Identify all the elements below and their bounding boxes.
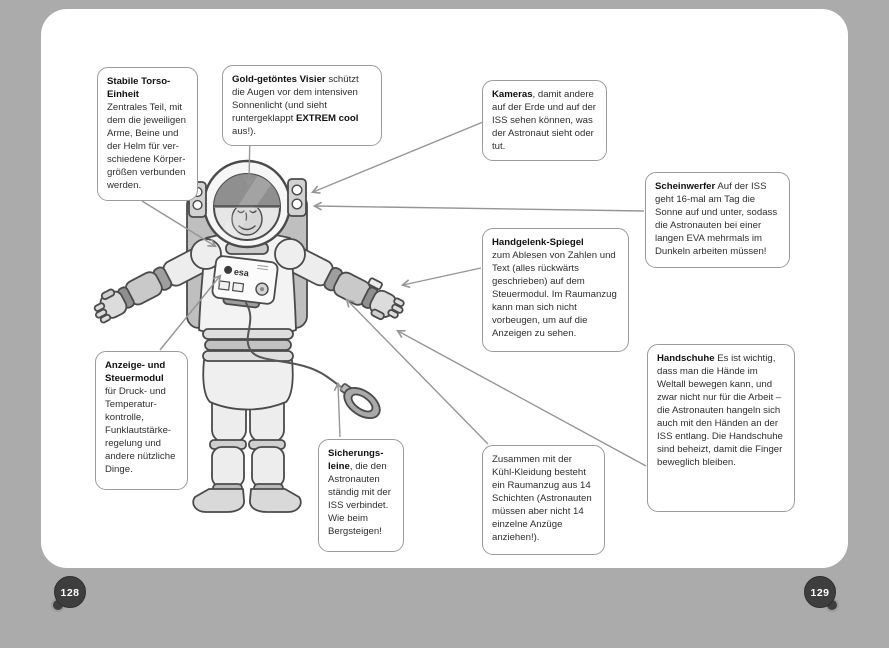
callout-emphasis: EXTREM cool bbox=[296, 113, 359, 124]
callout-body: Zentrales Teil, mit dem die jeweiligen Arme, Beine und der Helm für verschiedene Körpergrößen verbunden werden. bbox=[107, 102, 186, 191]
callout-body: aus!). bbox=[232, 126, 256, 137]
callout-body: , die den Astronauten ständig mit der ISS verbindet. Wie beim Bergsteigen! bbox=[328, 461, 391, 537]
callout-gold-getoentes-visier bbox=[222, 65, 382, 146]
callout-kuehl-kleidung bbox=[482, 445, 605, 555]
callout-title: Scheinwerfer bbox=[655, 181, 716, 192]
connector-scheinwerfer bbox=[315, 206, 644, 211]
page-badge-left bbox=[52, 577, 86, 612]
shoulder-joint-right bbox=[275, 239, 305, 269]
hip-piece bbox=[203, 360, 293, 410]
callout-handgelenk-spiegel bbox=[482, 228, 629, 352]
helmet-light-right bbox=[288, 179, 306, 216]
callout-body: Zusammen mit der Kühl-Kleidung besteht ein Raumanzug aus 14 Schichten (Astronauten müssen aber nicht 14 einzelne Anzüge anziehen!). bbox=[492, 454, 592, 543]
callout-body: für Druck- und Temperaturkontrolle, Funklautstärkeregelung und andere nützliche Dinge. bbox=[105, 386, 176, 475]
callout-title: Stabile Torso-Einheit bbox=[107, 76, 171, 100]
callout-title: Anzeige- und Steuermodul bbox=[105, 360, 166, 384]
boot-left bbox=[193, 489, 244, 512]
callout-body: zum Ablesen von Zahlen und Text (alles rückwärts geschrieben) auf dem Steuermodul. Im Raumanzug kann man sich nicht vorbeugen, um auf die Anzeigen zu sehen. bbox=[492, 250, 617, 339]
callout-body: Auf der ISS geht 16-mal am Tag die Sonne auf und unter, sodass die Astronauten bei einer langen EVA mehrmals im Dunkeln arbeiten müssen! bbox=[655, 181, 778, 257]
callout-title: Handgelenk-Spiegel bbox=[492, 237, 584, 248]
callout-title: Kameras bbox=[492, 89, 533, 100]
callout-body: Es ist wichtig, dass man die Hände im Weltall bewegen kann, und zwar nicht nur für die Arbeit – die Astronauten hangeln sich auch mit den Händen an der ISS entlang. Die Handschuhe sind beheizt, damit die Finger beweglich bleiben. bbox=[657, 353, 783, 468]
boot-right bbox=[250, 489, 301, 512]
page-badge-right bbox=[805, 577, 839, 612]
callout-title: Handschuhe bbox=[657, 353, 715, 364]
connector-sicherungsleine bbox=[338, 384, 340, 437]
callout-anzeige-steuermodul bbox=[95, 351, 188, 490]
connector-kuehl-kleidung bbox=[347, 300, 488, 444]
callout-scheinwerfer bbox=[645, 172, 790, 268]
callout-sicherungsleine bbox=[318, 439, 404, 552]
callout-body: schützt die Augen vor dem intensiven Sonnenlicht (und sieht runtergeklappt bbox=[232, 74, 359, 124]
page-number-right: 129 bbox=[810, 587, 830, 599]
callout-title: Gold-getöntes Visier bbox=[232, 74, 326, 85]
callout-stabile-torso-einheit bbox=[97, 67, 198, 201]
esa-logo-text: esa bbox=[233, 266, 250, 279]
callout-body: , damit andere auf der Erde und auf der ISS sehen können, was der Astronaut sieht oder tut. bbox=[492, 89, 597, 152]
callout-handschuhe bbox=[647, 344, 795, 512]
connector-handgelenk-spiegel bbox=[403, 268, 481, 285]
page-number-left: 128 bbox=[60, 587, 80, 599]
callout-title: Sicherungsleine bbox=[328, 448, 384, 472]
callout-kameras bbox=[482, 80, 607, 161]
